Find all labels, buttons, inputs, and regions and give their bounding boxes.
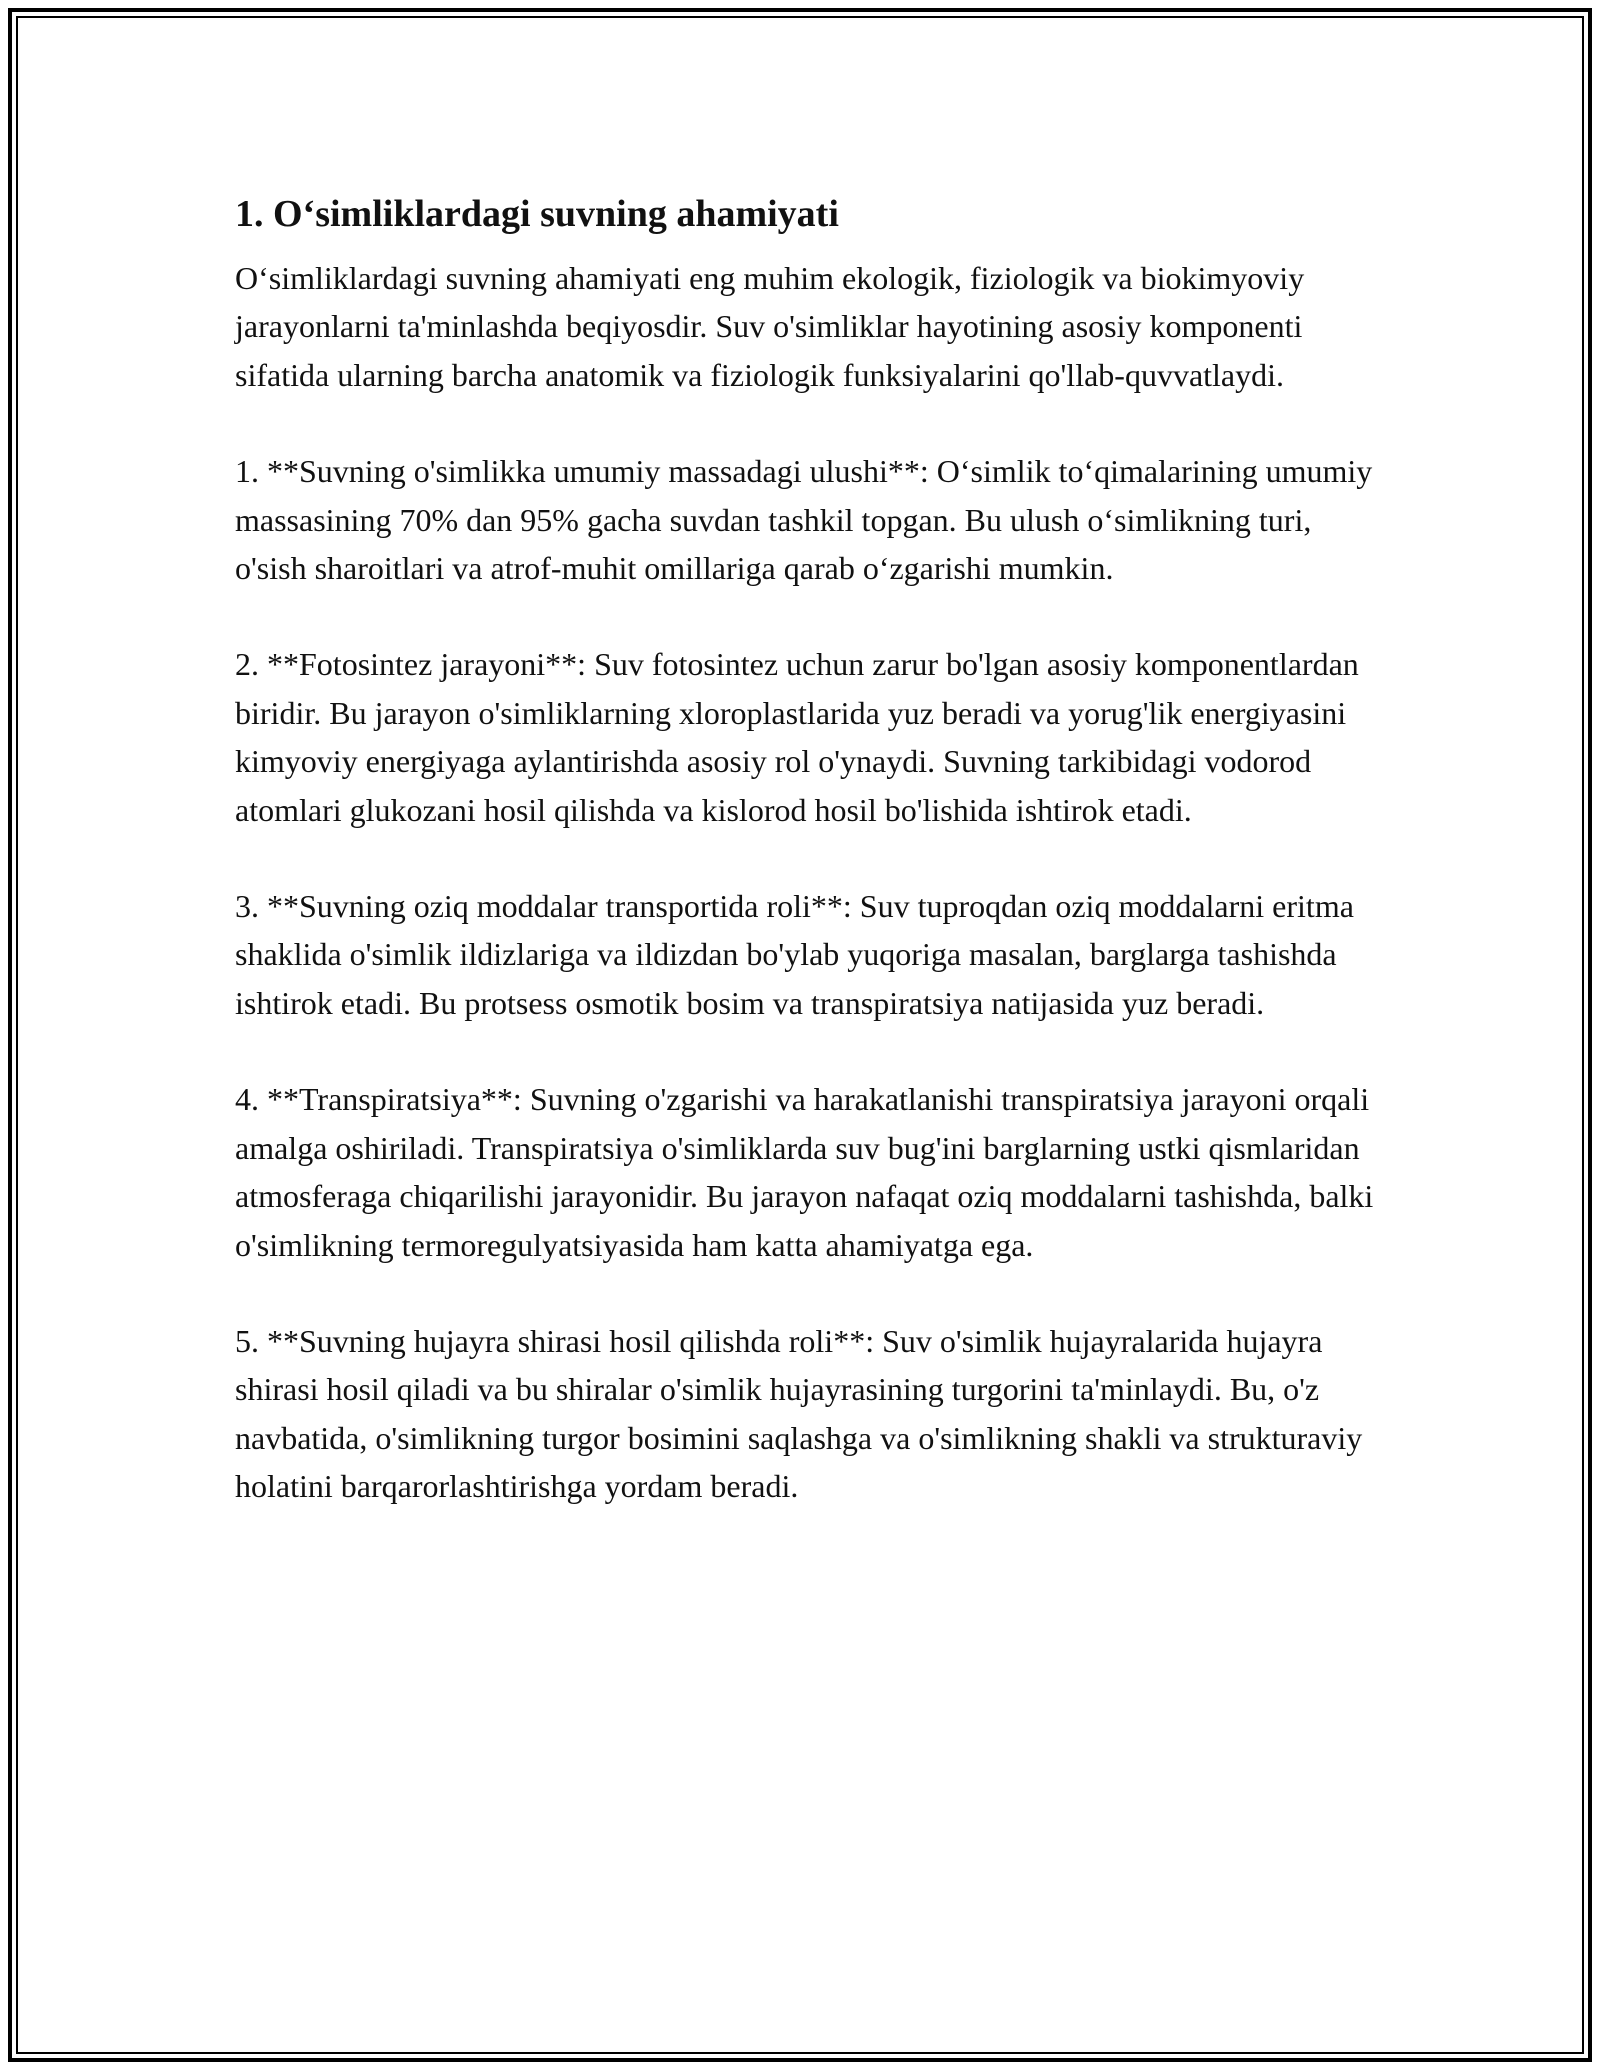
document-body <box>235 186 1375 1511</box>
list-item-2-paragraph: 2. **Fotosintez jarayoni**: Suv fotosintez uchun zarur bo'lgan asosiy komponentlardan biridir. Bu jarayon o'simliklarning xloroplastlarida yuz beradi va yorug'lik energiyasini kimyoviy energiyaga aylantirishda asosiy rol o'ynaydi. Suvning tarkibidagi vodorod atomlari glukozani hosil qilishda va kislorod hosil bo'lishida ishtirok etadi. <box>235 646 1359 828</box>
list-item-4-paragraph: 4. **Transpiratsiya**: Suvning o'zgarishi va harakatlanishi transpiratsiya jarayoni orqali amalga oshiriladi. Transpiratsiya o'simliklarda suv bug'ini barglarning ustki qismlaridan atmosferaga chiqarilishi jarayonidir. Bu jarayon nafaqat oziq moddalarni tashishda, balki o'simlikning termoregulyatsiyasida ham katta ahamiyatga ega. <box>235 1081 1374 1263</box>
list-item-1-paragraph: 1. **Suvning o'simlikka umumiy massadagi ulushi**: Oʻsimlik toʻqimalarining umumiy massasining 70% dan 95% gacha suvdan tashkil topgan. Bu ulush oʻsimlikning turi, o'sish sharoitlari va atrof-muhit omillariga qarab oʻzgarishi mumkin. <box>235 453 1373 587</box>
document-title: 1. Oʻsimliklardagi suvning ahamiyati <box>235 193 839 235</box>
list-item-5-paragraph: 5. **Suvning hujayra shirasi hosil qilishda roli**: Suv o'simlik hujayralarida hujayra shirasi hosil qiladi va bu shiralar o'simlik hujayrasining turgorini ta'minlaydi. Bu, o'z navbatida, o'simlikning turgor bosimini saqlashga va o'simlikning shakli va strukturaviy holatini barqarorlashtirishga yordam beradi. <box>235 1322 1363 1505</box>
intro-paragraph: Oʻsimliklardagi suvning ahamiyati eng muhim ekologik, fiziologik va biokimyoviy jarayonlarni ta'minlashda beqiyosdir. Suv o'simliklar hayotining asosiy komponenti sifatida ularning barcha anatomik va fiziologik funksiyalarini qo'llab-quvvatlaydi. <box>235 260 1305 393</box>
list-item-3-paragraph: 3. **Suvning oziq moddalar transportida roli**: Suv tuproqdan oziq moddalarni eritma shaklida o'simlik ildizlariga va ildizdan bo'ylab yuqoriga masalan, barglarga tashishda ishtirok etadi. Bu protsess osmotik bosim va transpiratsiya natijasida yuz beradi. <box>235 888 1354 1021</box>
